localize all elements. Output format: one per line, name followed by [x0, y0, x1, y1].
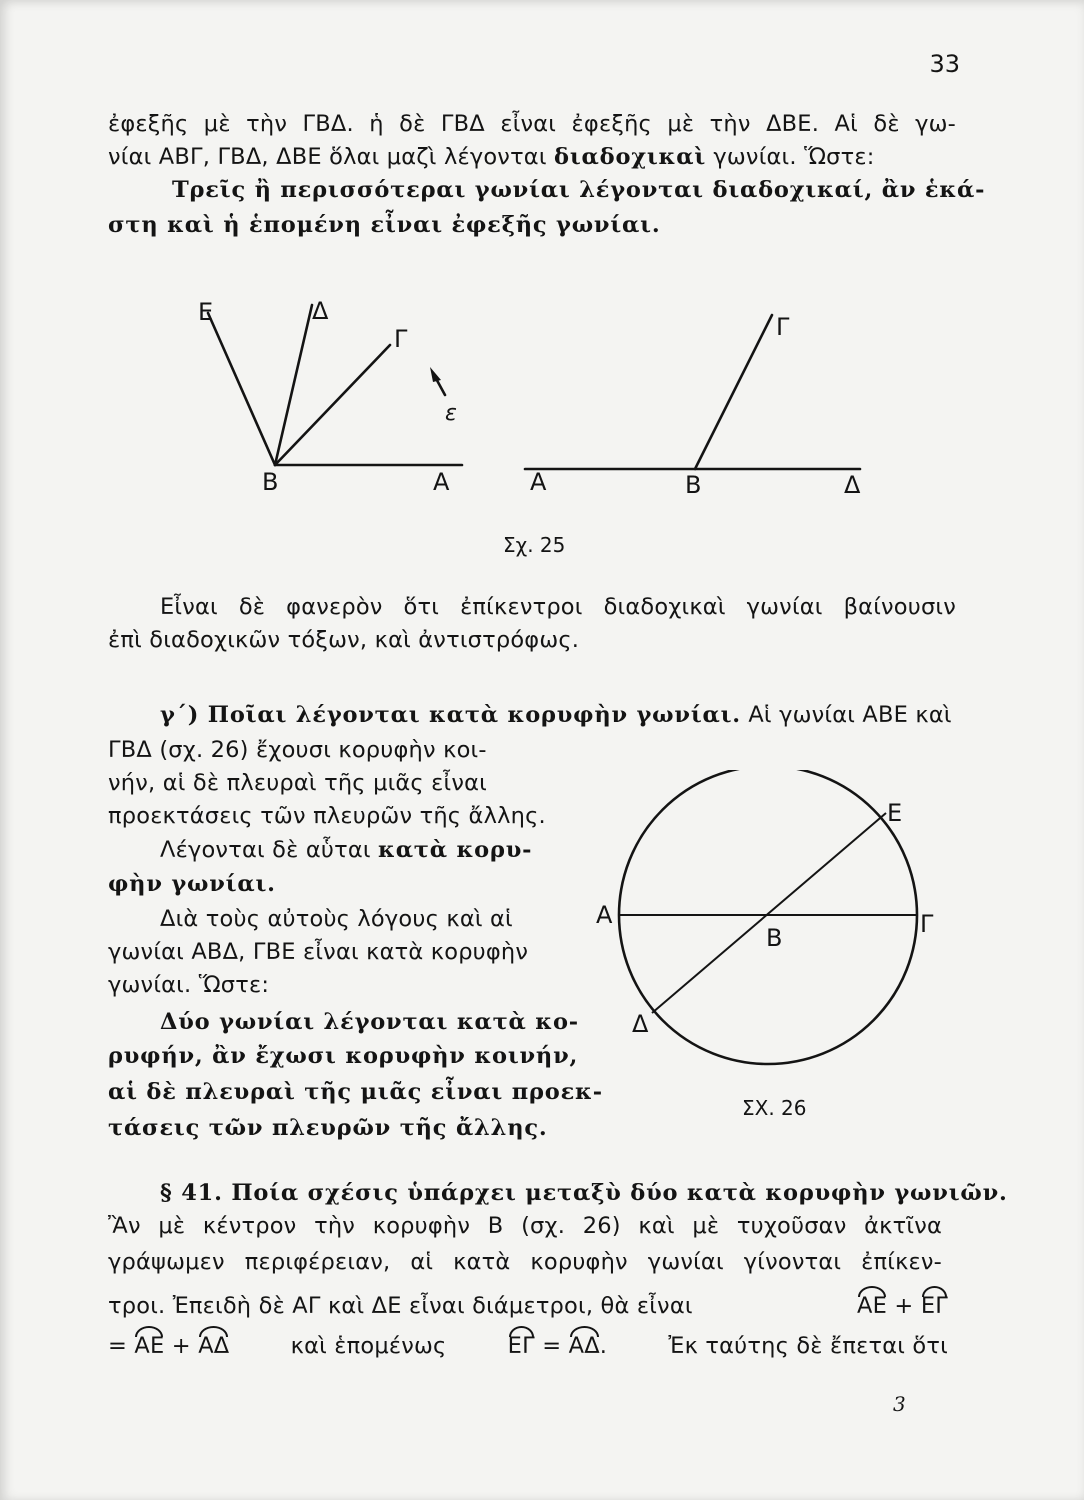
section-gamma-line-3: νήν, αἱ δὲ πλευραὶ τῆς μιᾶς εἶναι	[108, 770, 487, 796]
arc-eg-2: ΕΓ	[507, 1333, 535, 1359]
fig25-right-label-b: Β	[685, 471, 702, 499]
formula-part-1	[857, 1293, 948, 1319]
paragraph-2-line-2: ἐπὶ διαδοχικῶν τόξων, καὶ ἀντιστρόφως.	[108, 627, 580, 653]
fig25-label-g: Γ	[394, 325, 408, 353]
rule-2-line-4: τάσεις τῶν πλευρῶν τῆς ἄλλης.	[108, 1115, 548, 1141]
plus-sign-2: +	[171, 1333, 191, 1359]
formula-part-3	[508, 1333, 607, 1359]
section-gamma-heading	[160, 702, 952, 728]
fig25-label-b: Β	[262, 468, 279, 496]
section-gamma-line-6: φὴν γωνίαι.	[108, 871, 276, 897]
paragraph-1-line-1: ἐφεξῆς μὲ τὴν ΓΒΔ. ἡ δὲ ΓΒΔ εἶναι ἐφεξῆς μὲ τὴν ΔΒΕ. Αἱ δὲ γω-	[108, 111, 956, 137]
section-41-line-5-tail: Ἐκ ταύτης δὲ ἔπεται ὅτι	[668, 1333, 948, 1359]
rule-2-line-1: Δύο γωνίαι λέγονται κατὰ κο-	[160, 1009, 579, 1035]
fig25-mark-e: ε	[445, 401, 457, 426]
section-gamma-line-8: γωνίαι ΑΒΔ, ΓΒΕ εἶναι κατὰ κορυφὴν	[108, 939, 529, 965]
formula-part-2	[108, 1333, 229, 1359]
fig26-diameter-de	[652, 813, 886, 1013]
arc-ad: ΑΔ	[198, 1333, 230, 1359]
formula-period: .	[599, 1333, 608, 1359]
fig26-circle	[619, 770, 917, 1064]
fig26-label-e: Ε	[887, 799, 903, 827]
section-gamma-line-4: προεκτάσεις τῶν πλευρῶν τῆς ἄλλης.	[108, 803, 546, 829]
page-number: 33	[929, 50, 960, 78]
fig26-label-a: Α	[596, 901, 613, 929]
section-gamma-title: γ΄) Ποῖαι λέγονται κατὰ κορυφὴν γωνίαι.	[160, 702, 741, 728]
fig26-label-d: Δ	[632, 1010, 649, 1038]
fig26-caption: ΣΧ. 26	[742, 1096, 807, 1120]
section-41-heading: § 41. Ποία σχέσις ὑπάρχει μεταξὺ δύο κατὰ κορυφὴν γωνιῶν.	[160, 1180, 1008, 1206]
section-41-line-4	[108, 1293, 948, 1319]
equals-sign-1: =	[108, 1333, 128, 1359]
section-gamma-line-5	[160, 837, 532, 863]
equals-sign-2: =	[542, 1333, 562, 1359]
arc-eg: ΕΓ	[920, 1293, 948, 1319]
section-gamma-line-7: Διὰ τοὺς αὐτοὺς λόγους καὶ αἱ	[160, 906, 513, 932]
term-kata-koryfin: κατὰ κορυ-	[378, 837, 533, 863]
section-gamma-heading-tail: Αἱ γωνίαι ΑΒΕ καὶ	[748, 702, 952, 728]
section-gamma-line-9: γωνίαι. Ὥστε:	[108, 972, 270, 998]
rule-2-line-2: ρυφήν, ἂν ἔχωσι κορυφὴν κοινήν,	[108, 1043, 579, 1069]
rule-2-line-3: αἱ δὲ πλευραὶ τῆς μιᾶς εἶναι προεκ-	[108, 1079, 603, 1105]
fig26-label-b: Β	[766, 924, 783, 952]
fig25-caption: Σχ. 25	[503, 533, 566, 557]
section-41-line-4-text: τροι. Ἐπειδὴ δὲ ΑΓ καὶ ΔΕ εἶναι διάμετροι, θὰ εἶναι	[108, 1293, 693, 1319]
term-diadochikai: διαδοχικαὶ	[554, 144, 707, 170]
section-gamma-line-5-text: Λέγονται δὲ αὗται	[160, 837, 371, 863]
fig25-ray-bd	[275, 305, 312, 465]
footer-signature-mark: 3	[893, 1392, 906, 1416]
section-41-line-2: Ἂν μὲ κέντρον τὴν κορυφὴν Β (σχ. 26) καὶ μὲ τυχοῦσαν ἀκτῖνα	[108, 1213, 942, 1239]
arc-ad-2: ΑΔ	[568, 1333, 600, 1359]
paragraph-1-line-2-text: νίαι ΑΒΓ, ΓΒΔ, ΔΒΕ ὅλαι μαζὶ λέγονται	[108, 144, 547, 170]
section-41-line-5-and: καὶ ἑπομένως	[290, 1333, 447, 1359]
rule-1-line-1: Τρεῖς ἢ περισσότεραι γωνίαι λέγονται διαδοχικαί, ἂν ἑκά-	[172, 177, 986, 203]
fig25-label-e: Ε	[198, 298, 214, 326]
figure-26	[590, 770, 950, 1130]
section-41-line-3: γράψωμεν περιφέρειαν, αἱ κατὰ κορυφὴν γωνίαι γίνονται ἐπίκεν-	[108, 1249, 942, 1275]
fig25-right-label-g: Γ	[776, 313, 790, 341]
fig25-label-a: Α	[433, 468, 450, 496]
section-gamma-line-2: ΓΒΔ (σχ. 26) ἔχουσι κορυφὴν κοι-	[108, 737, 487, 763]
plus-sign: +	[894, 1293, 914, 1319]
figure-25	[180, 285, 900, 575]
fig26-label-g: Γ	[920, 910, 934, 938]
fig25-ray-bg	[275, 345, 390, 465]
arc-ae-2: ΑΕ	[134, 1333, 165, 1359]
paragraph-2-line-1: Εἶναι δὲ φανερὸν ὅτι ἐπίκεντροι διαδοχικαὶ γωνίαι βαίνουσιν	[160, 594, 956, 620]
fig25-right-label-a: Α	[530, 468, 547, 496]
paragraph-1-line-2-tail: γωνίαι. Ὥστε:	[713, 144, 875, 170]
paragraph-1-line-2	[108, 144, 875, 170]
arc-ae: ΑΕ	[857, 1293, 888, 1319]
fig25-arrow-head	[430, 367, 441, 382]
rule-1-line-2: στη καὶ ἡ ἑπομένη εἶναι ἐφεξῆς γωνίαι.	[108, 212, 661, 238]
fig25-ray-bg-right	[695, 315, 772, 469]
section-41-line-5	[108, 1333, 948, 1359]
fig25-label-d: Δ	[312, 297, 329, 325]
fig25-right-label-d: Δ	[844, 471, 861, 499]
fig25-ray-be	[208, 313, 275, 465]
